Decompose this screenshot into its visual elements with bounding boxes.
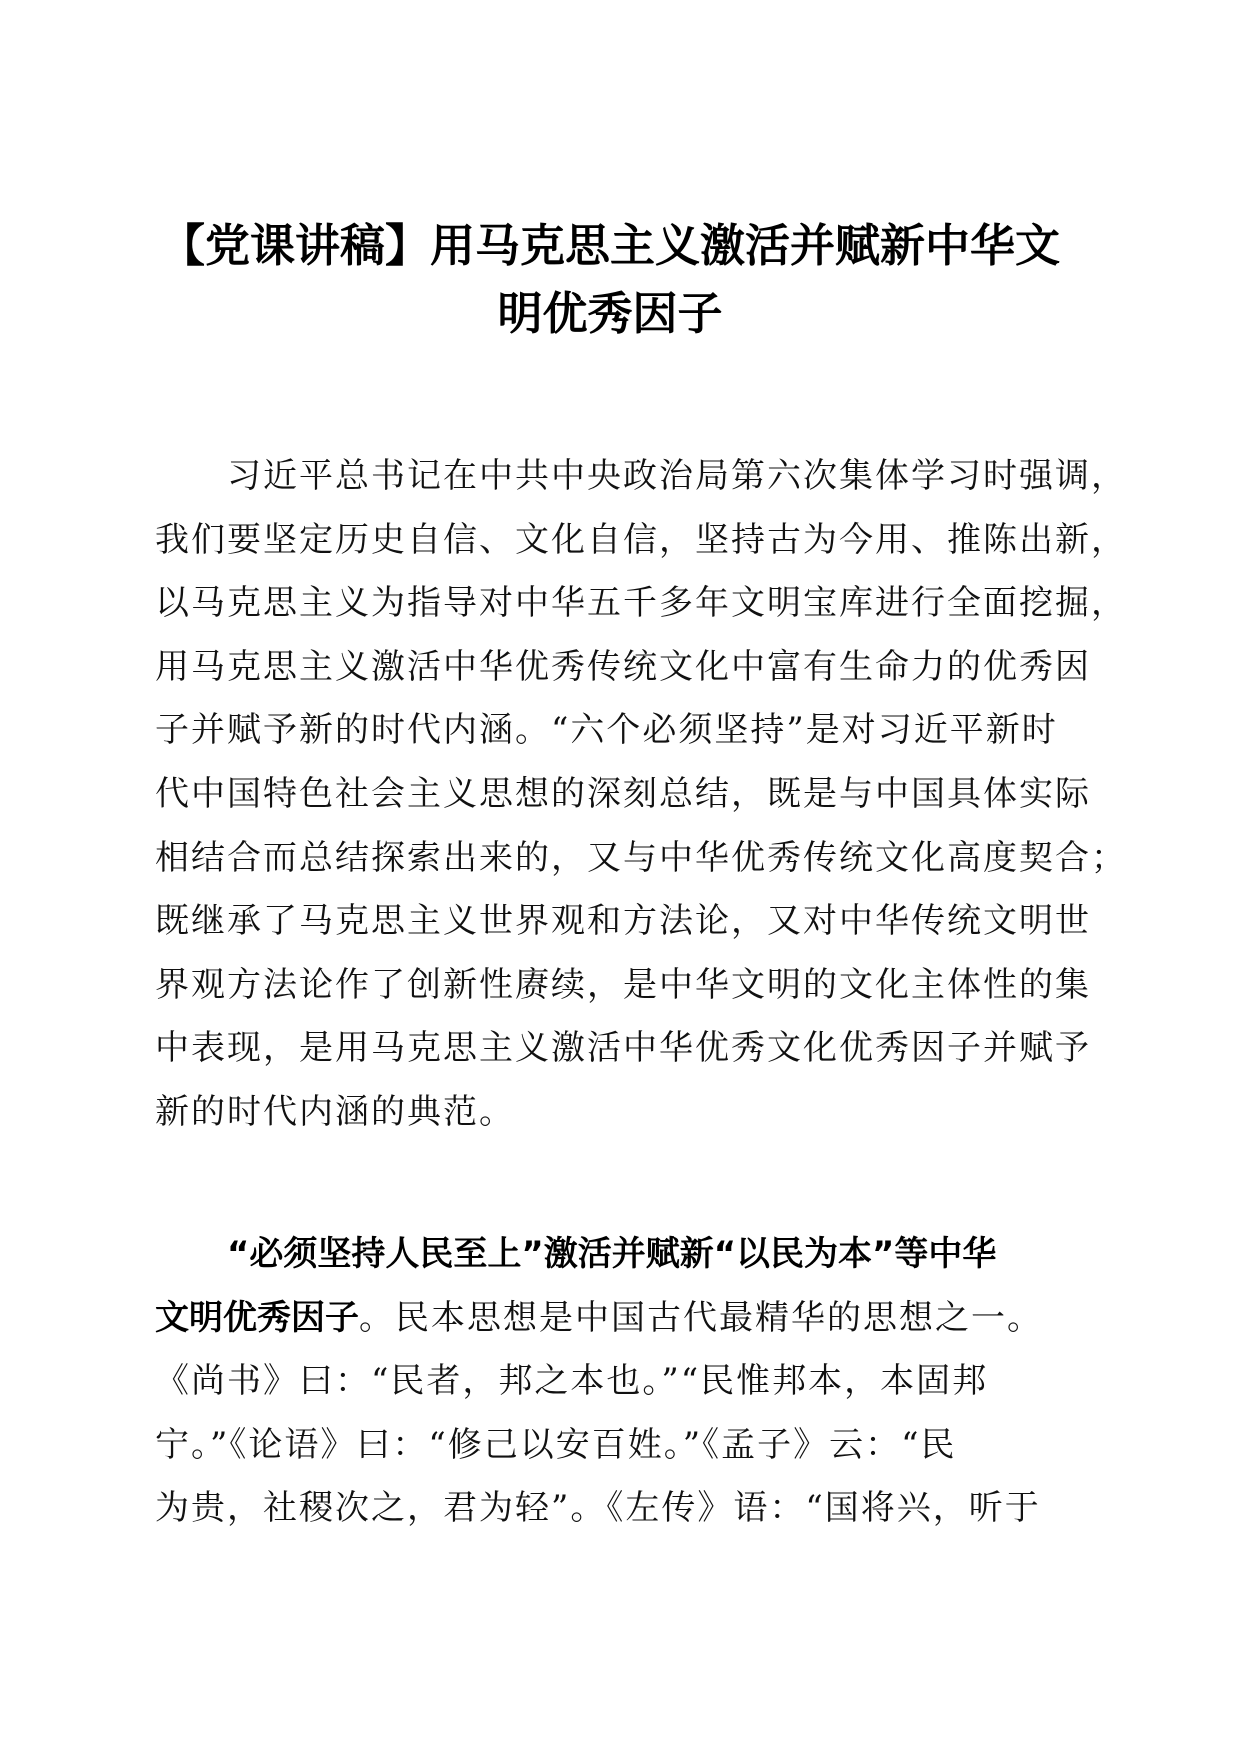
paragraph-2-line: 宁。”《论语》曰：“修己以安百姓。”《孟子》云：“民 [155,1424,957,1465]
paragraph-2-text: 。民本思想是中国古代最精华的思想之一。 [359,1297,1043,1338]
paragraph-2-line [155,1223,1085,1287]
paragraph-1 [155,445,1127,1145]
paragraph-2-line: 《尚书》曰：“民者，邦之本也。”“民惟邦本，本固邦 [155,1361,989,1402]
paragraph-1-line: 用马克思主义激活中华优秀传统文化中富有生命力的优秀因 [155,646,1091,687]
title-line-1: 【党课讲稿】用马克思主义激活并赋新中华文 [159,219,1060,272]
paragraph-1-line: 中表现，是用马克思主义激活中华优秀文化优秀因子并赋予 [155,1028,1091,1069]
paragraph-1-line: 界观方法论作了创新性赓续，是中华文明的文化主体性的集 [155,964,1091,1005]
paragraph-1-line: 代中国特色社会主义思想的深刻总结，既是与中国具体实际 [155,773,1091,814]
paragraph-2-line [155,1287,1085,1351]
paragraph-1-line: 子并赋予新的时代内涵。“六个必须坚持”是对习近平新时 [155,710,1058,751]
paragraph-1-line: 以马克思主义为指导对中华五千多年文明宝库进行全面挖掘， [155,583,1127,624]
document-title [150,212,1070,348]
paragraph-1-line: 我们要坚定历史自信、文化自信，坚持古为今用、推陈出新， [155,519,1127,560]
title-line-2: 明优秀因子 [497,287,723,340]
paragraph-1-line: 习近平总书记在中共中央政治局第六次集体学习时强调， [227,456,1127,496]
paragraph-2-lead-heading-end: 文明优秀因子 [155,1297,359,1338]
paragraph-1-line: 相结合而总结探索出来的，又与中华优秀传统文化高度契合； [155,837,1127,878]
paragraph-2-line: 为贵，社稷次之，君为轻”。《左传》语：“国将兴，听于 [155,1488,1041,1529]
paragraph-2-lead-heading: “必须坚持人民至上”激活并赋新“以民为本”等中华 [227,1234,997,1274]
paragraph-1-line: 新的时代内涵的典范。 [155,1091,515,1132]
paragraph-2 [155,1223,1085,1541]
paragraph-1-line: 既继承了马克思主义世界观和方法论，又对中华传统文明世 [155,901,1091,942]
